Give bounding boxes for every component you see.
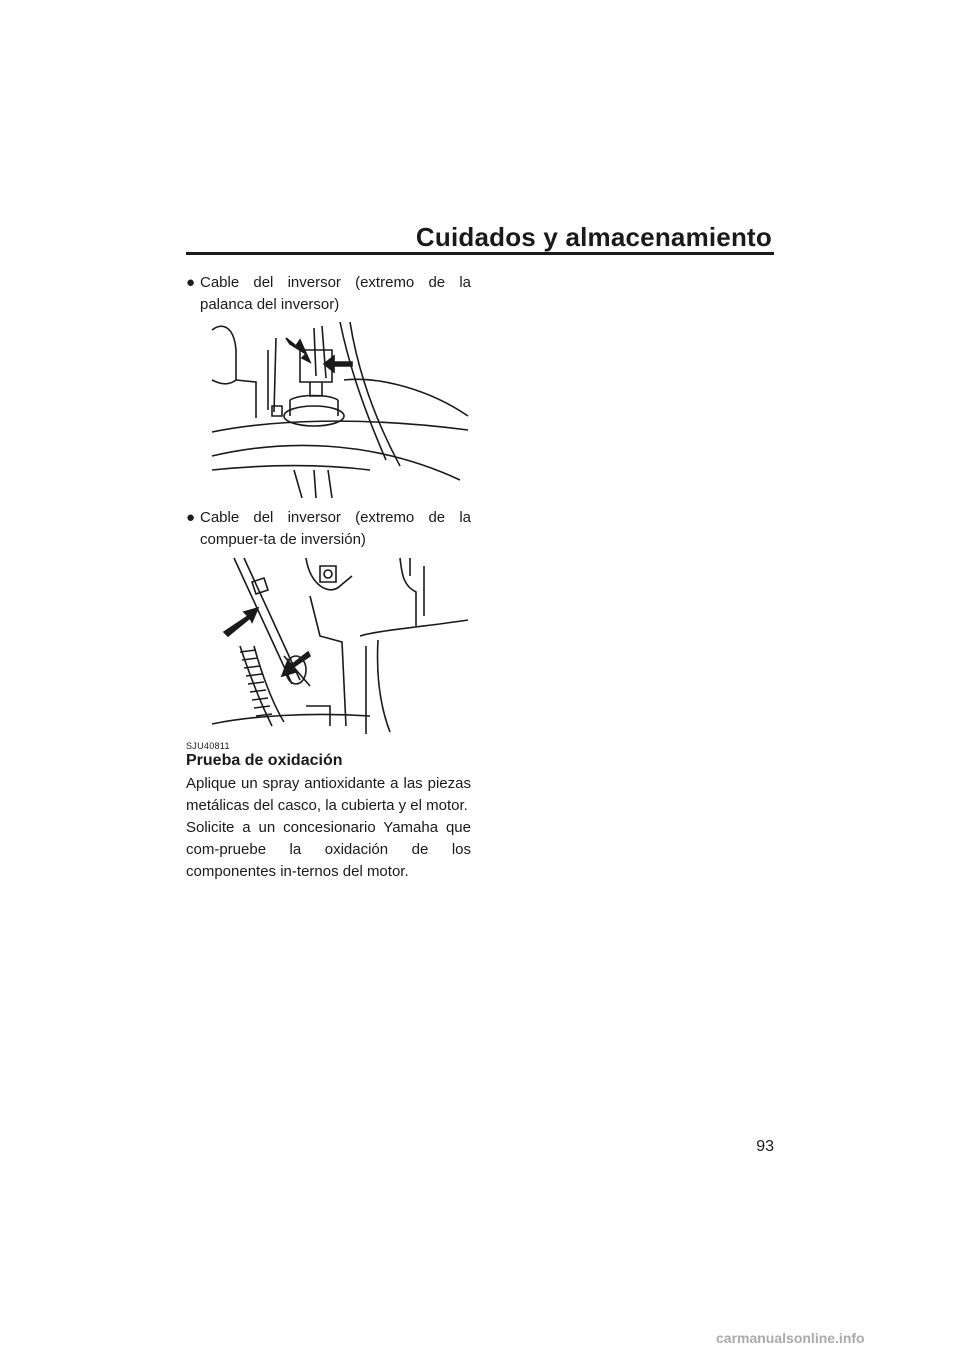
bullet-text: Cable del inversor (extremo de la compuer-ta de inversión)	[200, 509, 471, 548]
bullet-item-reverse-gate	[186, 507, 471, 551]
section-code: SJU40811	[186, 741, 230, 751]
reverse-gate-cable-illustration	[210, 556, 470, 734]
page-title: Cuidados y almacenamiento	[415, 222, 772, 252]
section-title: Prueba de oxidación	[186, 752, 343, 769]
header-rule	[186, 252, 774, 255]
bullet-icon: ●	[186, 274, 196, 291]
bullet-icon: ●	[186, 509, 196, 526]
paragraph: Solicite a un concesionario Yamaha que com-pruebe la oxidación de los componentes in-ternos del motor.	[186, 819, 471, 880]
shift-lever-cable-illustration	[210, 320, 470, 498]
bullet-item-shift-lever	[186, 272, 471, 316]
page-number: 93	[756, 1138, 774, 1155]
paragraph: Aplique un spray antioxidante a las piezas metálicas del casco, la cubierta y el motor.	[186, 775, 471, 814]
watermark: carmanualsonline.info	[716, 1330, 865, 1346]
bullet-text: Cable del inversor (extremo de la palanca del inversor)	[200, 274, 471, 313]
